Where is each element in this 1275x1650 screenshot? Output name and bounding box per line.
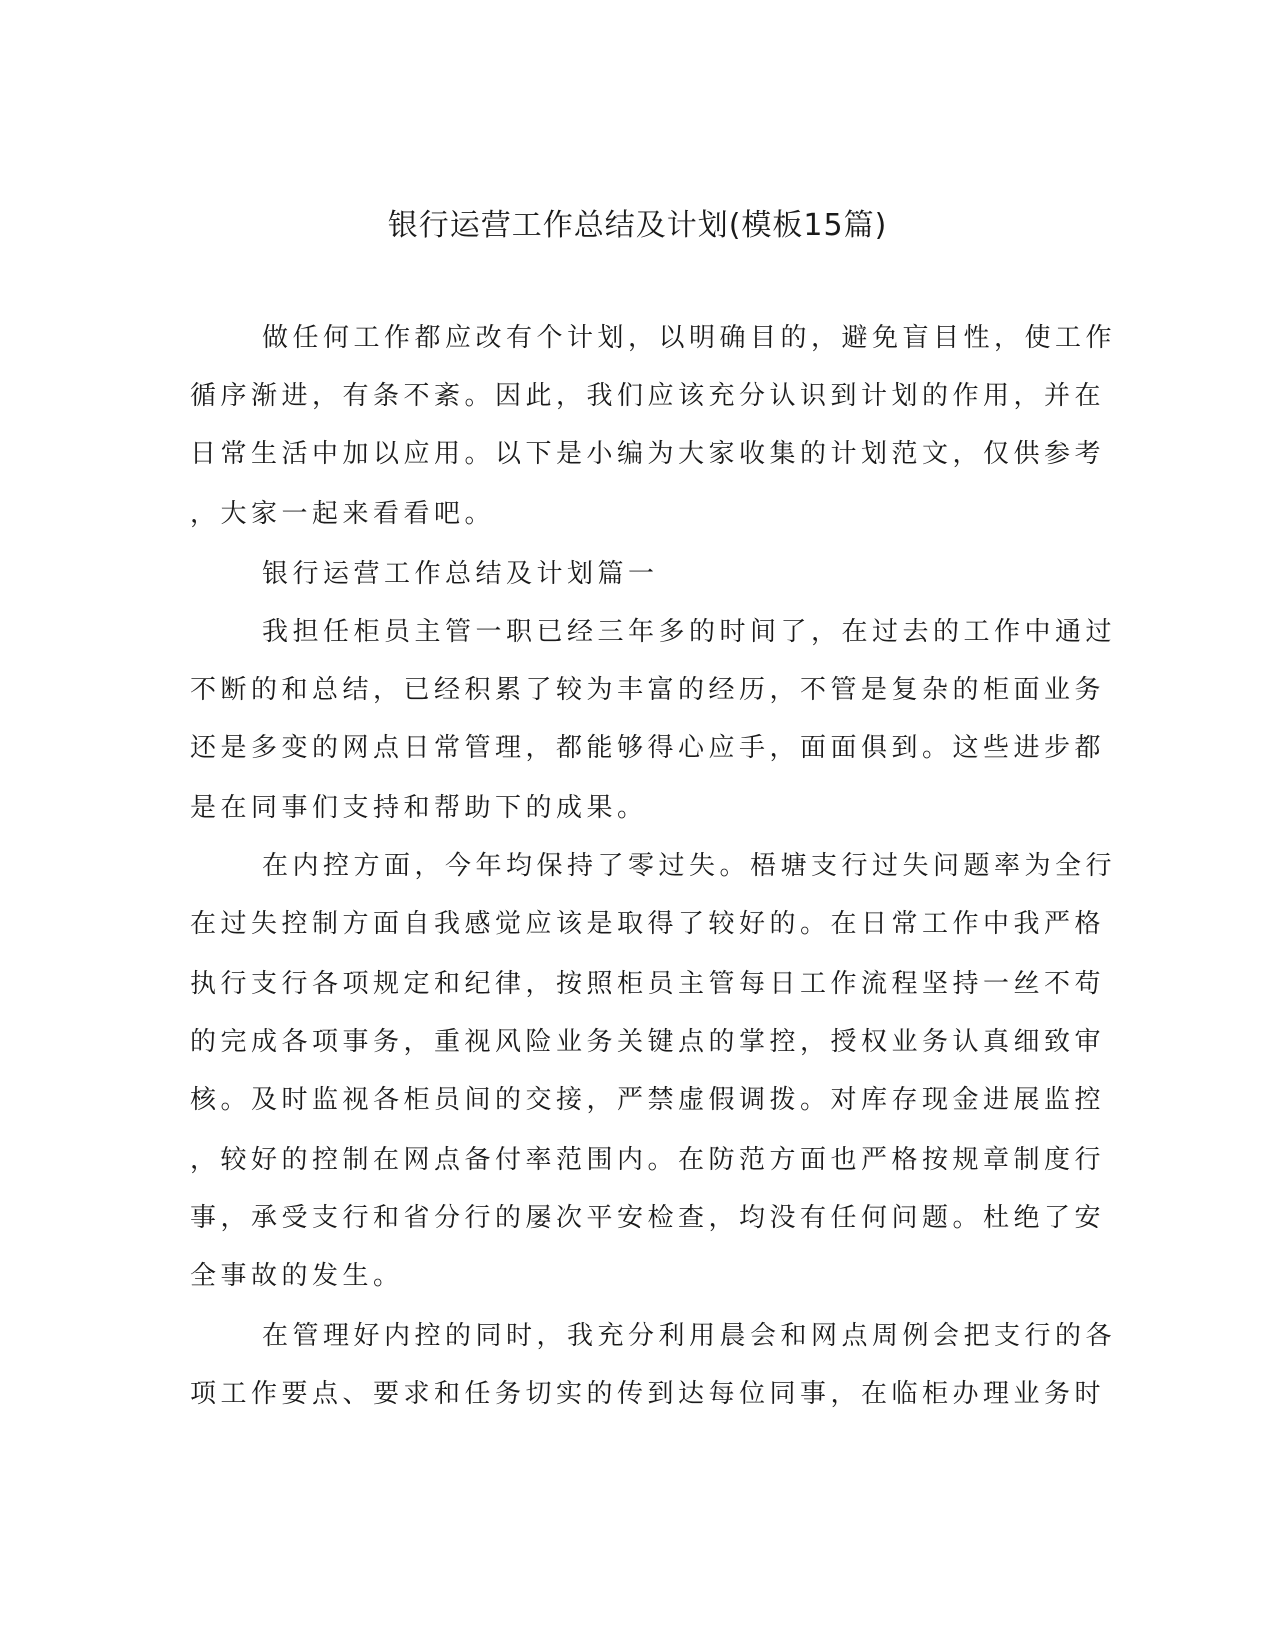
paragraph-line: 在过失控制方面自我感觉应该是取得了较好的。在日常工作中我严格 [190,909,1106,939]
paragraph-line: ，大家一起来看看吧。 [190,499,496,529]
document-title: 银行运营工作总结及计划(模板15篇) [387,208,888,243]
paragraph-line: 的完成各项事务，重视风险业务关键点的掌控，授权业务认真细致审 [190,1027,1106,1057]
paragraph-line: 日常生活中加以应用。以下是小编为大家收集的计划范文，仅供参考 [190,439,1106,469]
paragraph-line: 事，承受支行和省分行的屡次平安检查，均没有任何问题。杜绝了安 [190,1203,1106,1233]
paragraph-line: 项工作要点、要求和任务切实的传到达每位同事，在临柜办理业务时 [190,1379,1106,1409]
paragraph-line: 不断的和总结，已经积累了较为丰富的经历，不管是复杂的柜面业务 [190,675,1106,705]
paragraph-line: ，较好的控制在网点备付率范围内。在防范方面也严格按规章制度行 [190,1145,1106,1175]
paragraph-line: 是在同事们支持和帮助下的成果。 [190,793,648,823]
section-heading: 银行运营工作总结及计划篇一 [262,559,659,589]
paragraph-line: 执行支行各项规定和纪律，按照柜员主管每日工作流程坚持一丝不苟 [190,969,1106,999]
paragraph-line: 我担任柜员主管一职已经三年多的时间了，在过去的工作中通过 [262,617,1117,647]
paragraph-line: 全事故的发生。 [190,1261,404,1291]
paragraph-line: 还是多变的网点日常管理，都能够得心应手，面面俱到。这些进步都 [190,733,1106,763]
paragraph-line: 在内控方面，今年均保持了零过失。梧塘支行过失问题率为全行 [262,851,1117,881]
paragraph-line: 做任何工作都应改有个计划，以明确目的，避免盲目性，使工作 [262,323,1117,353]
paragraph-line: 核。及时监视各柜员间的交接，严禁虚假调拨。对库存现金进展监控 [190,1085,1106,1115]
paragraph-line: 循序渐进，有条不紊。因此，我们应该充分认识到计划的作用，并在 [190,381,1106,411]
paragraph-line: 在管理好内控的同时，我充分利用晨会和网点周例会把支行的各 [262,1321,1117,1351]
